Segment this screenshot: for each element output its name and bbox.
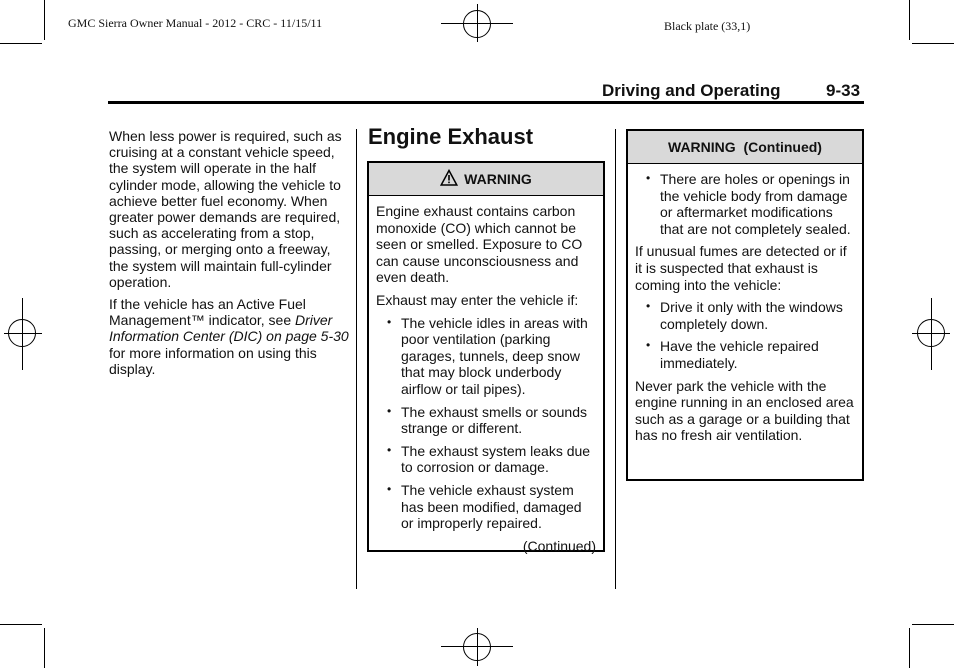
cross-reference-link[interactable]: Driver Information Center (DIC) on page 5‑30 (109, 312, 349, 345)
list-item: • The exhaust system leaks due to corrosion or damage. (376, 443, 596, 476)
list-item: • The vehicle idles in areas with poor ventilation (parking garages, tunnels, deep snow that may block underbody airflow or tail pipes). (376, 315, 596, 398)
header-rule (108, 101, 864, 104)
crop-mark (909, 628, 910, 668)
warning-body (369, 196, 603, 554)
warning-list (635, 299, 855, 371)
warning-paragraph: Never park the vehicle with the engine running in an enclosed area such as a garage or a building that has no fresh air ventilation. (635, 377, 854, 444)
page-number: 9-33 (826, 81, 861, 100)
warning-paragraph: Engine exhaust contains carbon monoxide (CO) which cannot be seen or smelled. Exposure to CO can cause unconsciousness and even death. (376, 203, 583, 286)
registration-mark (931, 298, 932, 370)
warning-paragraph: Exhaust may enter the vehicle if: (376, 291, 579, 308)
crop-mark (0, 43, 42, 44)
warning-header: WARNING (Continued) (628, 131, 862, 164)
body-paragraph: When less power is required, such as cruising at a constant vehicle speed, the system will operate in the half cylinder mode, allowing the vehicle to achieve better fuel economy. When greater power demands are required, such as accelerating from a stop, passing, or merging onto a freeway, the system will maintain full-cylinder operation. (109, 128, 342, 290)
print-header-left: GMC Sierra Owner Manual - 2012 - CRC - 11/15/11 (68, 16, 323, 30)
list-item: • The vehicle exhaust system has been modified, damaged or improperly repaired. (376, 482, 596, 532)
crop-mark (44, 628, 45, 668)
list-item: • The exhaust smells or sounds strange or different. (376, 404, 596, 437)
warning-body (628, 164, 862, 444)
left-column (109, 128, 349, 383)
registration-mark (4, 333, 42, 334)
warning-triangle-icon (440, 169, 458, 187)
registration-mark (477, 628, 478, 666)
warning-list (635, 171, 855, 237)
list-item: • Have the vehicle repaired immediately. (635, 338, 855, 371)
registration-mark (477, 4, 478, 42)
warning-paragraph: If unusual fumes are detected or if it is suspected that exhaust is coming into the vehicle: (635, 243, 847, 293)
continued-label: (Continued) (522, 537, 596, 554)
warning-header (369, 163, 603, 196)
crop-mark (44, 0, 45, 40)
section-title: Driving and Operating (602, 81, 781, 100)
registration-mark (22, 298, 23, 370)
body-text: for more information on using this display. (109, 344, 317, 377)
column-divider (615, 129, 616, 589)
crop-mark (909, 0, 910, 40)
list-item: • Drive it only with the windows completely down. (635, 299, 855, 332)
crop-mark (912, 624, 954, 625)
warning-box (367, 161, 605, 552)
column-divider (356, 129, 357, 589)
warning-box-continued (626, 129, 864, 481)
page-title: Engine Exhaust (368, 124, 534, 149)
print-header-right: Black plate (33,1) (664, 19, 751, 33)
warning-list (376, 315, 596, 532)
body-text: If the vehicle has an Active Fuel Management™ indicator, see (109, 296, 306, 329)
crop-mark (0, 624, 42, 625)
list-item: • There are holes or openings in the vehicle body from damage or aftermarket modifications that are not completely sealed. (635, 171, 855, 237)
crop-mark (912, 43, 954, 44)
body-paragraph (109, 296, 349, 377)
warning-label: WARNING (464, 171, 532, 187)
